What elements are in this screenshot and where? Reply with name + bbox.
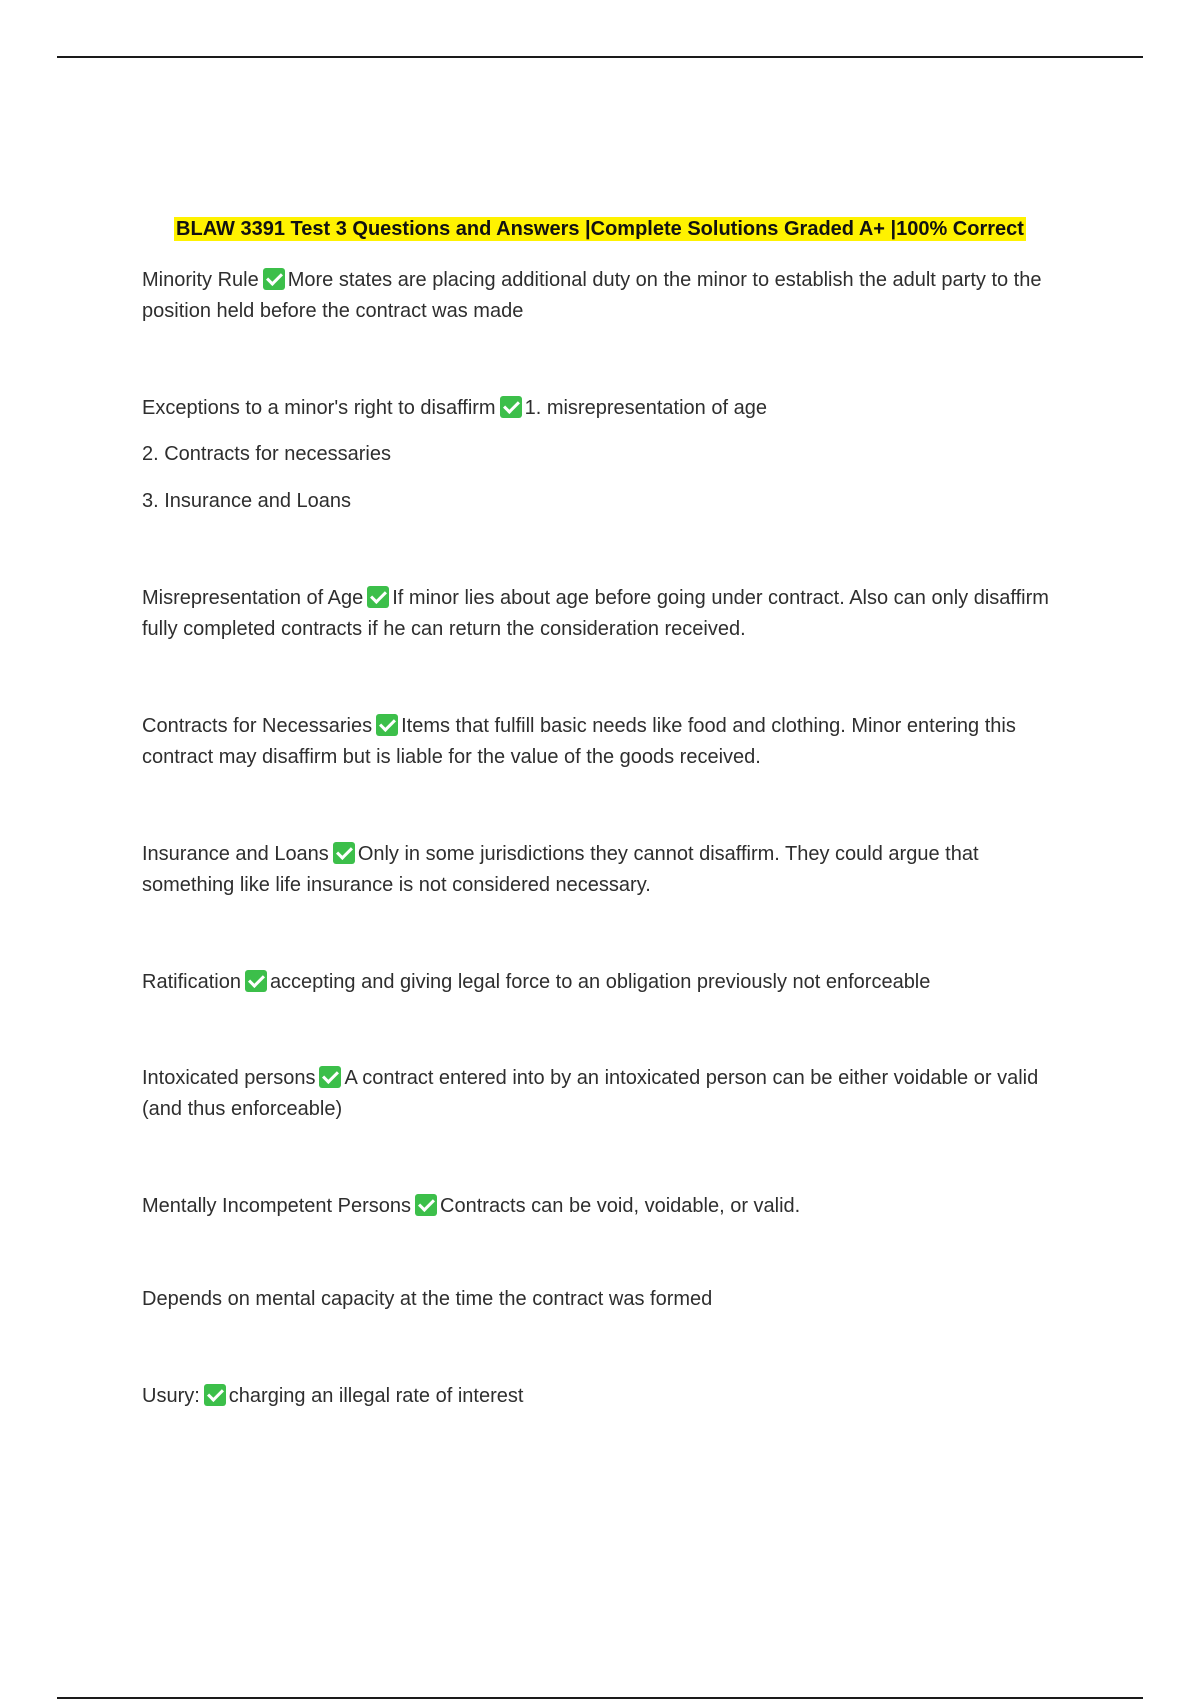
- entry-term: Depends on mental capacity at the time the contract was formed: [142, 1288, 713, 1310]
- qa-entry-list-item: [142, 486, 1062, 517]
- qa-entry-minority-rule: [142, 265, 1062, 327]
- page-title: [0, 215, 1200, 243]
- check-icon: [245, 970, 267, 992]
- check-icon: [415, 1194, 437, 1216]
- top-rule: [57, 56, 1143, 58]
- entry-definition: If minor lies about age before going under contract. Also can only disaffirm fully completed contracts if he can return the consideration received.: [142, 587, 1049, 640]
- check-icon: [500, 396, 522, 418]
- entry-term: Mentally Incompetent Persons: [142, 1195, 412, 1217]
- check-icon: [333, 842, 355, 864]
- entry-term: Misrepresentation of Age: [142, 587, 364, 609]
- check-icon: [319, 1066, 341, 1088]
- entry-definition: Items that fulfill basic needs like food and clothing. Minor entering this contract may disaffirm but is liable for the value of the goods received.: [142, 715, 1016, 768]
- check-icon: [376, 714, 398, 736]
- entry-definition: 1. misrepresentation of age: [524, 397, 767, 419]
- entry-term: Insurance and Loans: [142, 843, 329, 865]
- qa-entry-ratification: [142, 967, 1062, 998]
- qa-entry-insurance-loans: [142, 839, 1062, 901]
- entry-term: Ratification: [142, 971, 241, 993]
- qa-entry-misrepresentation: [142, 583, 1062, 645]
- qa-entry-intoxicated: [142, 1063, 1062, 1125]
- qa-entry-mentally-incompetent: [142, 1191, 1062, 1222]
- entry-term: Exceptions to a minor's right to disaffirm: [142, 397, 496, 419]
- entry-definition: More states are placing additional duty on the minor to establish the adult party to the position held before the contract was made: [142, 269, 1042, 322]
- entry-term: 2. Contracts for necessaries: [142, 443, 391, 465]
- entry-term: Intoxicated persons: [142, 1067, 316, 1089]
- entry-definition: charging an illegal rate of interest: [228, 1385, 524, 1407]
- qa-entry-mental-capacity: [142, 1284, 1062, 1315]
- entry-term: Contracts for Necessaries: [142, 715, 373, 737]
- entry-term: Minority Rule: [142, 269, 259, 291]
- qa-entry-necessaries: [142, 711, 1062, 773]
- entry-definition: Contracts can be void, voidable, or valid.: [440, 1195, 801, 1217]
- entry-term: Usury:: [142, 1385, 200, 1407]
- qa-entry-exceptions: [142, 393, 1062, 424]
- qa-entry-list-item: [142, 439, 1062, 470]
- check-icon: [263, 268, 285, 290]
- qa-entry-usury: [142, 1381, 1062, 1412]
- entry-definition: accepting and giving legal force to an obligation previously not enforceable: [269, 971, 931, 993]
- entry-definition: A contract entered into by an intoxicated person can be either voidable or valid (and thus enforceable): [142, 1067, 1039, 1120]
- page-title-text: BLAW 3391 Test 3 Questions and Answers |Complete Solutions Graded A+ |100% Correct: [176, 218, 1024, 240]
- check-icon: [367, 586, 389, 608]
- check-icon: [204, 1384, 226, 1406]
- entry-term: 3. Insurance and Loans: [142, 490, 352, 512]
- bottom-rule: [57, 1697, 1143, 1699]
- entry-definition: Only in some jurisdictions they cannot disaffirm. They could argue that something like life insurance is not considered necessary.: [142, 843, 979, 896]
